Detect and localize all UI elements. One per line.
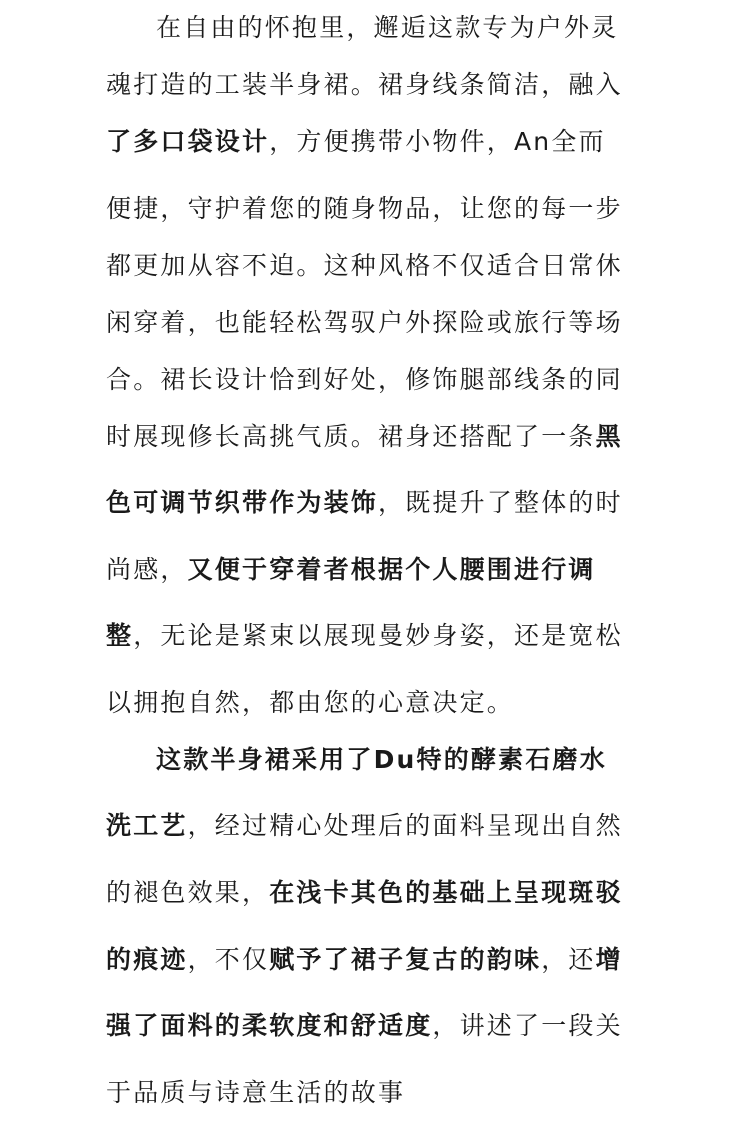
text-segment: 便捷，守护着您的随身物品，让您的每一步 [106,194,623,223]
bold-text-segment: 又便于穿着者根据个人腰围进行调 [187,555,596,584]
text-line [156,740,650,780]
text-line [106,1006,650,1046]
bold-text-segment: 黑 [595,422,623,451]
bold-text-segment: 增 [595,945,623,974]
text-line [106,189,650,229]
bold-text-segment: 了多口袋设计 [106,127,270,156]
text-segment: 在自由的怀抱里，邂逅这款专为户外灵 [156,13,619,42]
text-line [106,417,650,457]
text-segment: 的褪色效果， [106,878,270,907]
text-line [156,8,650,48]
text-segment: ，无论是紧束以展现曼妙身姿，还是宽松 [133,621,623,650]
text-line [106,303,650,343]
text-segment: 时展现修长高挑气质。裙身还搭配了一条 [106,422,596,451]
text-segment: 以拥抱自然，都由您的心意决定。 [106,688,515,717]
text-line [106,806,650,846]
text-segment: ，还 [541,945,596,974]
text-segment: 合。裙长设计恰到好处，修饰腿部线条的同 [106,365,623,394]
text-segment: 魂打造的工装半身裙。裙身线条简洁，融入 [106,70,623,99]
text-line [106,65,650,105]
bold-text-segment: 洗工艺 [106,811,188,840]
bold-text-segment: 这款半身裙采用了Du特的酵素石磨水 [156,745,607,774]
text-line [106,483,650,523]
text-segment: ，讲述了一段关 [432,1011,623,1040]
bold-text-segment: 强了面料的柔软度和舒适度 [106,1011,433,1040]
bold-text-segment: 在浅卡其色的基础上呈现斑驳 [269,878,623,907]
text-line [106,683,650,723]
text-segment: ，方便携带小物件，An全而 [269,127,606,156]
text-line [106,550,650,590]
bold-text-segment: 整 [106,621,134,650]
text-line [106,940,650,980]
bold-text-segment: 色可调节织带作为装饰 [106,488,379,517]
text-line [106,1073,650,1113]
bold-text-segment: 赋予了裙子复古的韵味 [269,945,542,974]
text-segment: ，既提升了整体的时 [378,488,623,517]
text-segment: 尚感， [106,555,188,584]
text-line [106,360,650,400]
text-line [106,873,650,913]
text-line [106,122,650,162]
text-segment: ，不仅 [187,945,270,974]
text-line [106,616,650,656]
text-segment: ，经过精心处理后的面料呈现出自然 [187,811,623,840]
text-segment: 闲穿着，也能轻松驾驭户外探险或旅行等场 [106,308,623,337]
text-line [106,246,650,286]
text-segment: 于品质与诗意生活的故事 [106,1078,406,1107]
text-segment: 都更加从容不迫。这种风格不仅适合日常休 [106,251,623,280]
bold-text-segment: 的痕迹 [106,945,188,974]
